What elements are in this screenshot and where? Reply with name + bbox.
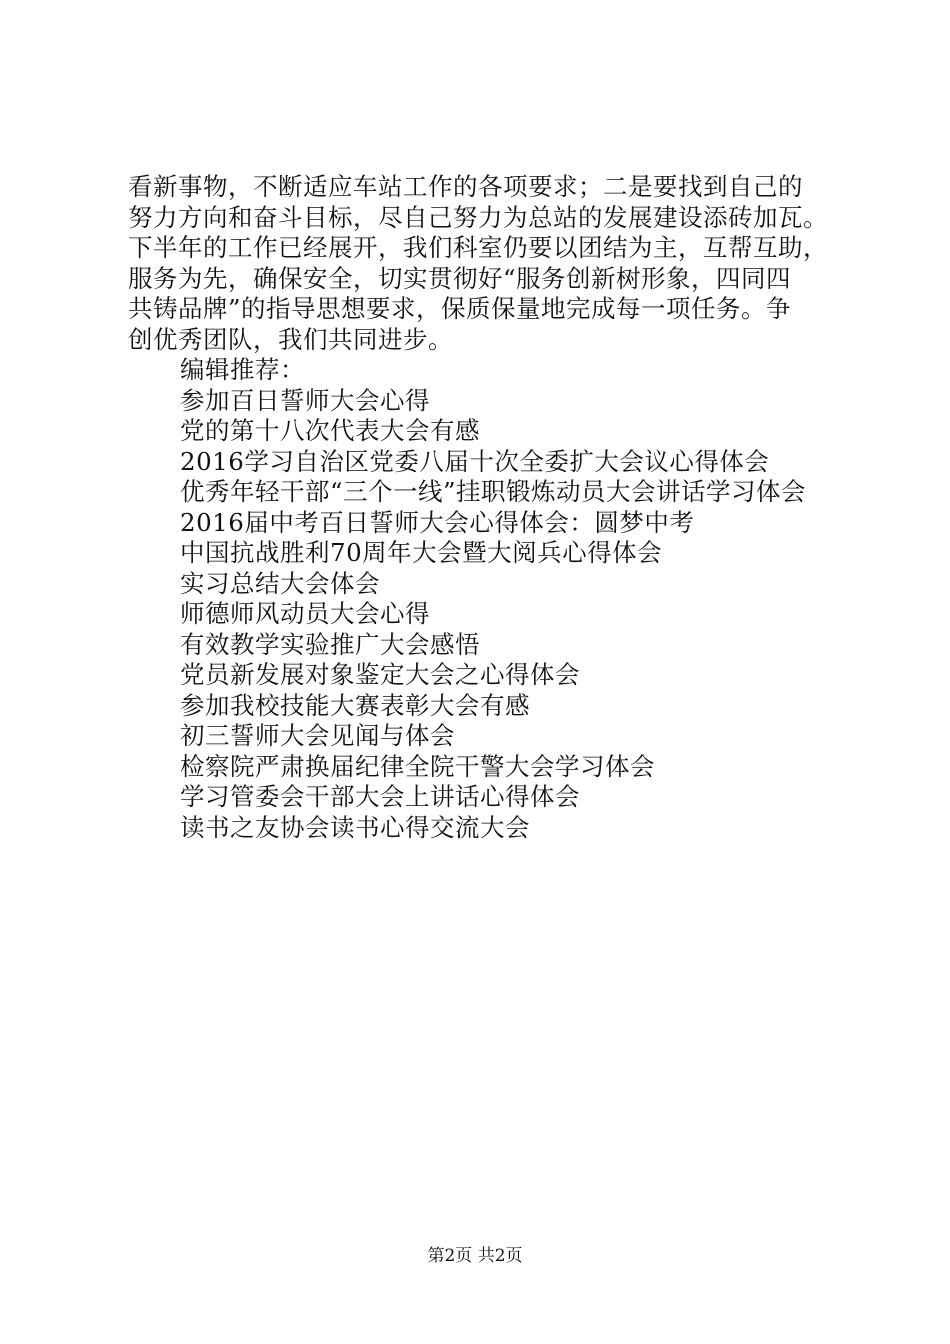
paragraph-line: 服务为先，确保安全，切实贯彻好“服务创新树形象，四同四 [128, 263, 792, 293]
recommendation-link[interactable]: 初三誓师大会见闻与体会 [180, 721, 455, 750]
recommendation-link[interactable]: 中国抗战胜利70周年大会暨大阅兵心得体会 [180, 538, 663, 567]
recommendation-link[interactable]: 读书之友协会读书心得交流大会 [180, 812, 530, 842]
paragraph-line: 共铸品牌”的指导思想要求，保质保量地完成每一项任务。争 [128, 294, 792, 323]
recommendation-link[interactable]: 党员新发展对象鉴定大会之心得体会 [180, 660, 580, 689]
paragraph-line: 下半年的工作已经展开，我们科室仍要以团结为主，互帮互助， [128, 233, 828, 262]
recommendation-link[interactable]: 有效教学实验推广大会感悟 [180, 629, 480, 659]
recommendation-link[interactable]: 检察院严肃换届纪律全院干警大会学习体会 [180, 751, 655, 781]
paragraph-line: 看新事物，不断适应车站工作的各项要求；二是要找到自己的 [128, 172, 803, 201]
recommendation-link[interactable]: 实习总结大会体会 [180, 568, 380, 598]
recommendation-link[interactable]: 优秀年轻干部“三个一线”挂职锻炼动员大会讲话学习体会 [180, 477, 807, 506]
recommendation-link[interactable]: 参加百日誓师大会心得 [180, 385, 430, 415]
recommendation-link[interactable]: 参加我校技能大赛表彰大会有感 [180, 690, 530, 720]
recommendation-link[interactable]: 师德师风动员大会心得 [180, 599, 430, 628]
recommendation-link[interactable]: 党的第十八次代表大会有感 [180, 416, 480, 445]
page-footer: 第2页 共2页 [427, 1246, 523, 1266]
document-body [128, 172, 848, 843]
paragraph-line: 努力方向和奋斗目标，尽自己努力为总站的发展建设添砖加瓦。 [128, 202, 828, 232]
recommend-heading: 编辑推荐： [180, 355, 305, 384]
recommendation-link[interactable]: 2016届中考百日誓师大会心得体会：圆梦中考 [180, 507, 695, 537]
recommendation-list [128, 386, 848, 844]
recommendation-link[interactable]: 2016学习自治区党委八届十次全委扩大会议心得体会 [180, 446, 770, 476]
recommendation-link[interactable]: 学习管委会干部大会上讲话心得体会 [180, 782, 580, 811]
paragraph-line: 创优秀团队，我们共同进步。 [128, 324, 453, 354]
